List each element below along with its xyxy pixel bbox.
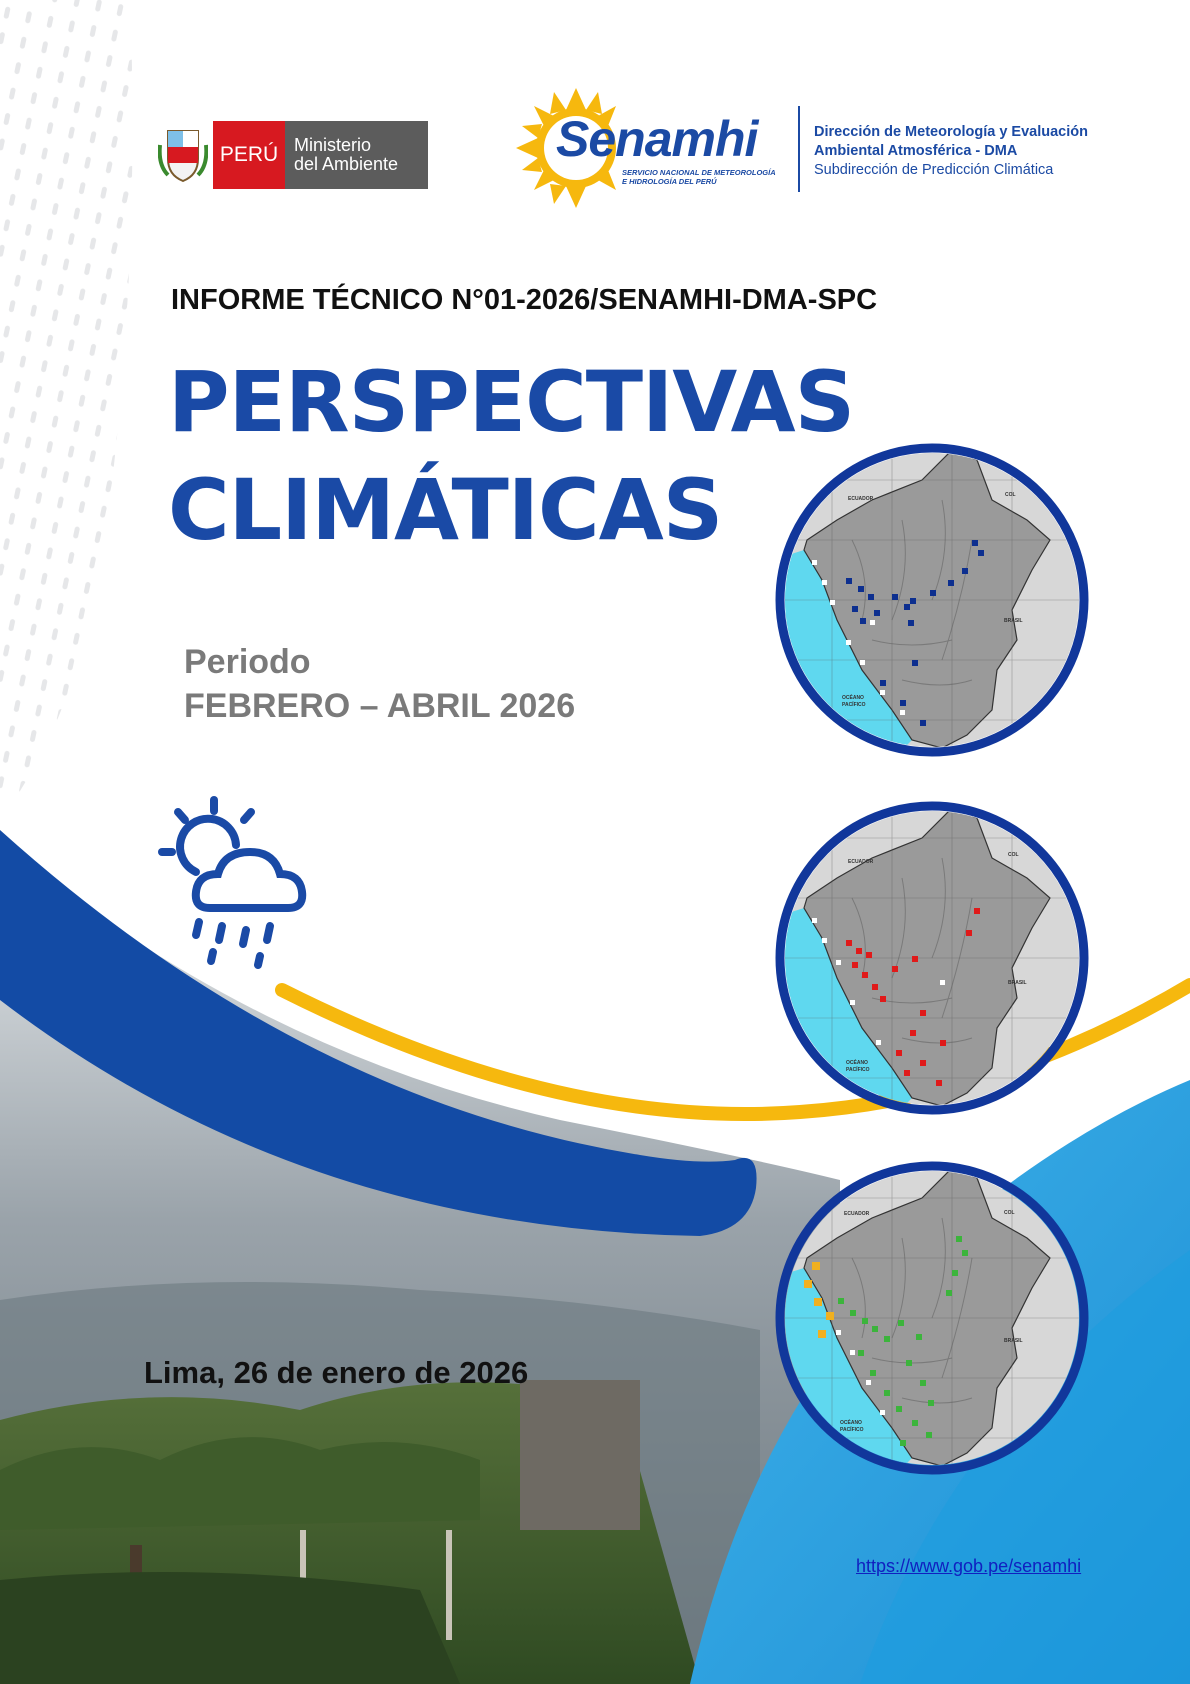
map2-label-brasil: BRASIL	[1008, 980, 1027, 986]
peru-brand: PERÚ	[213, 121, 285, 189]
period-label: Periodo	[184, 643, 311, 681]
peru-ministry-logo	[158, 121, 428, 189]
report-number: INFORME TÉCNICO N°01-2026/SENAMHI-DMA-SPC	[171, 284, 878, 316]
period-value: FEBRERO – ABRIL 2026	[184, 687, 576, 725]
dma-line-3: Subdirección de Predicción Climática	[814, 162, 1054, 178]
map2-label-colombia: COL	[1008, 852, 1019, 858]
map1-label-colombia: COL	[1005, 492, 1016, 498]
title-line-2: CLIMÁTICAS	[168, 461, 723, 559]
coat-of-arms-icon	[158, 125, 208, 183]
report-period	[184, 640, 575, 728]
map-circle-2	[772, 798, 1092, 1118]
senamhi-logo	[516, 88, 786, 208]
map3-label-colombia: COL	[1004, 1210, 1015, 1216]
ministry-line-2: del Ambiente	[294, 154, 399, 174]
map2-label-oceano: OCÉANO	[846, 1060, 868, 1066]
map3-label-brasil: BRASIL	[1004, 1338, 1023, 1344]
place-date: Lima, 26 de enero de 2026	[144, 1355, 529, 1390]
senamhi-subtitle	[622, 168, 792, 186]
senamhi-wordmark: Senamhi	[556, 111, 758, 167]
weather-icon	[162, 800, 302, 965]
senamhi-subtitle-1: SERVICIO NACIONAL DE METEOROLOGÍA	[622, 168, 776, 177]
dma-department	[814, 123, 1088, 180]
senamhi-url-link[interactable]: https://www.gob.pe/senamhi	[856, 1556, 1082, 1576]
map2-label-pacifico: PACÍFICO	[846, 1067, 870, 1073]
map2-label-ecuador: ECUADOR	[848, 859, 874, 865]
map1-label-oceano: OCÉANO	[842, 695, 864, 701]
ministry-name	[285, 121, 428, 189]
ministry-line-1: Ministerio	[294, 135, 372, 155]
map3-label-oceano: OCÉANO	[840, 1420, 862, 1426]
map3-label-ecuador: ECUADOR	[844, 1211, 870, 1217]
map1-label-pacifico: PACÍFICO	[842, 702, 866, 708]
header-divider	[798, 106, 800, 192]
map1-label-ecuador: ECUADOR	[848, 496, 874, 502]
senamhi-subtitle-2: E HIDROLOGÍA DEL PERÚ	[622, 177, 717, 186]
map3-label-pacifico: PACÍFICO	[840, 1427, 864, 1433]
title-line-1: PERSPECTIVAS	[168, 353, 855, 451]
map1-label-brasil: BRASIL	[1004, 618, 1023, 624]
report-title	[168, 348, 854, 564]
dma-line-2: Ambiental Atmosférica - DMA	[814, 143, 1018, 159]
dma-line-1: Dirección de Meteorología y Evaluación	[814, 124, 1088, 140]
